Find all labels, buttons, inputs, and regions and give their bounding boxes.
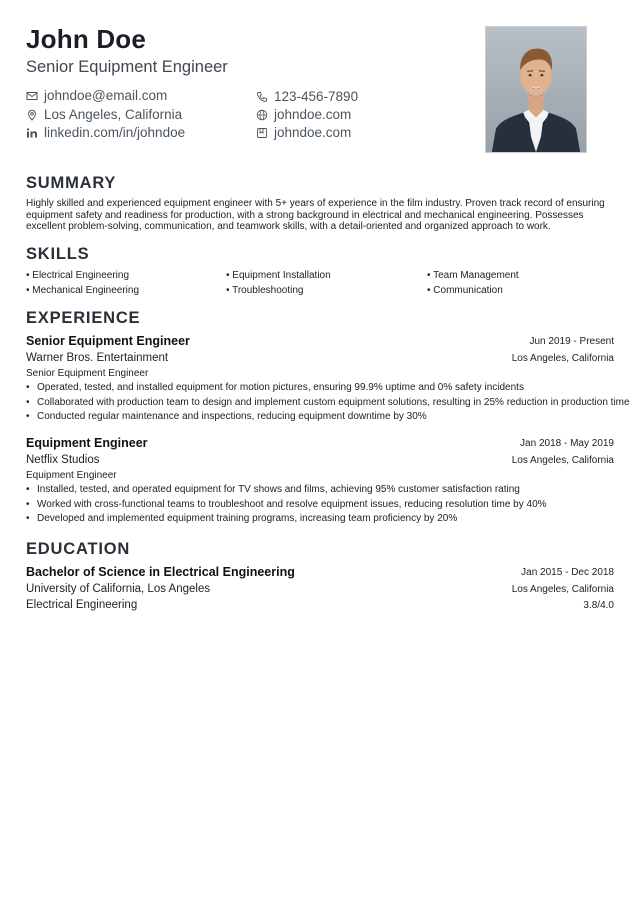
- candidate-title: Senior Equipment Engineer: [26, 58, 228, 76]
- website-text: johndoe.com: [274, 107, 352, 122]
- profile-photo: [485, 26, 587, 153]
- candidate-name: John Doe: [26, 24, 147, 54]
- bullet-text: Operated, tested, and installed equipment for motion pictures, ensuring 99.9% uptime and 0% safety incidents: [37, 382, 524, 393]
- gpa: 3.8/4.0: [583, 600, 614, 611]
- linkedin-icon: [26, 127, 38, 139]
- job-subtitle: Senior Equipment Engineer: [26, 368, 149, 379]
- location-text: Los Angeles, California: [44, 107, 183, 122]
- education-heading: EDUCATION: [26, 540, 131, 558]
- school-name: University of California, Los Angeles: [26, 583, 211, 595]
- location-icon: [26, 109, 38, 121]
- phone-text: 123-456-7890: [274, 89, 359, 104]
- email-text: johndoe@email.com: [44, 88, 168, 103]
- skill-item: • Team Management: [427, 270, 519, 281]
- website-contact[interactable]: [256, 107, 351, 122]
- skill-item: • Troubleshooting: [226, 285, 303, 296]
- job-bullet: • Developed and implemented equipment training programs, increasing team proficiency by 20%: [26, 513, 458, 524]
- job-subtitle: Equipment Engineer: [26, 470, 117, 481]
- job-location: Los Angeles, California: [511, 455, 614, 466]
- job-title: Equipment Engineer: [26, 436, 148, 450]
- experience-heading: EXPERIENCE: [26, 309, 141, 327]
- location-contact: [26, 107, 182, 122]
- skills-heading: SKILLS: [26, 245, 90, 263]
- job-bullet: • Worked with cross-functional teams to troubleshoot and resolve equipment issues, reducing resolution time by 40%: [26, 499, 547, 510]
- globe-icon: [256, 109, 268, 121]
- skill-item: • Electrical Engineering: [26, 270, 129, 281]
- skill-item: • Communication: [427, 285, 503, 296]
- portfolio-text: johndoe.com: [274, 125, 352, 140]
- portfolio-icon: [256, 127, 268, 139]
- education-dates: Jan 2015 - Dec 2018: [521, 567, 614, 578]
- job-company: Warner Bros. Entertainment: [26, 352, 169, 364]
- summary-text: Highly skilled and experienced equipment engineer with 5+ years of experience in the film industry. Proven track record of ensuring equipment safety and readiness for production, with a strong background in electrical and mechanical engineering. Possesses excellent problem-solving, communication, and teamwork skills, with a detail-oriented and organized approach to work.: [26, 198, 605, 232]
- linkedin-text: linkedin.com/in/johndoe: [44, 125, 186, 140]
- job-bullet: • Operated, tested, and installed equipment for motion pictures, ensuring 99.9% uptime and 0% safety incidents: [26, 382, 524, 393]
- job-dates: Jan 2018 - May 2019: [520, 438, 614, 449]
- bullet-text: Installed, tested, and operated equipment for TV shows and films, achieving 95% customer satisfaction rating: [37, 484, 520, 495]
- linkedin-contact[interactable]: [26, 125, 185, 140]
- bullet-text: Collaborated with production team to design and implement custom equipment solutions, resulting in 25% reduction in production time: [37, 397, 630, 408]
- school-location: Los Angeles, California: [511, 584, 614, 595]
- bullet-text: Conducted regular maintenance and inspections, reducing equipment downtime by 30%: [37, 411, 427, 422]
- mail-icon: [26, 90, 38, 102]
- job-location: Los Angeles, California: [511, 353, 614, 364]
- degree-title: Bachelor of Science in Electrical Engineering: [26, 565, 295, 579]
- job-bullet: • Installed, tested, and operated equipment for TV shows and films, achieving 95% customer satisfaction rating: [26, 484, 520, 495]
- job-title: Senior Equipment Engineer: [26, 334, 190, 348]
- phone-icon: [256, 91, 268, 103]
- job-bullet: • Collaborated with production team to design and implement custom equipment solutions, resulting in 25% reduction in production time: [26, 397, 630, 408]
- field-of-study: Electrical Engineering: [26, 599, 138, 611]
- email-contact[interactable]: [26, 88, 167, 103]
- portfolio-contact[interactable]: [256, 125, 351, 140]
- job-bullet: • Conducted regular maintenance and inspections, reducing equipment downtime by 30%: [26, 411, 427, 422]
- bullet-text: Worked with cross-functional teams to troubleshoot and resolve equipment issues, reducing resolution time by 40%: [37, 499, 547, 510]
- skill-item: • Mechanical Engineering: [26, 285, 139, 296]
- skill-item: • Equipment Installation: [226, 270, 331, 281]
- summary-heading: SUMMARY: [26, 174, 117, 192]
- job-company: Netflix Studios: [26, 454, 100, 466]
- phone-contact[interactable]: [256, 89, 358, 104]
- bullet-text: Developed and implemented equipment training programs, increasing team proficiency by 20%: [37, 513, 458, 524]
- job-dates: Jun 2019 - Present: [529, 336, 614, 347]
